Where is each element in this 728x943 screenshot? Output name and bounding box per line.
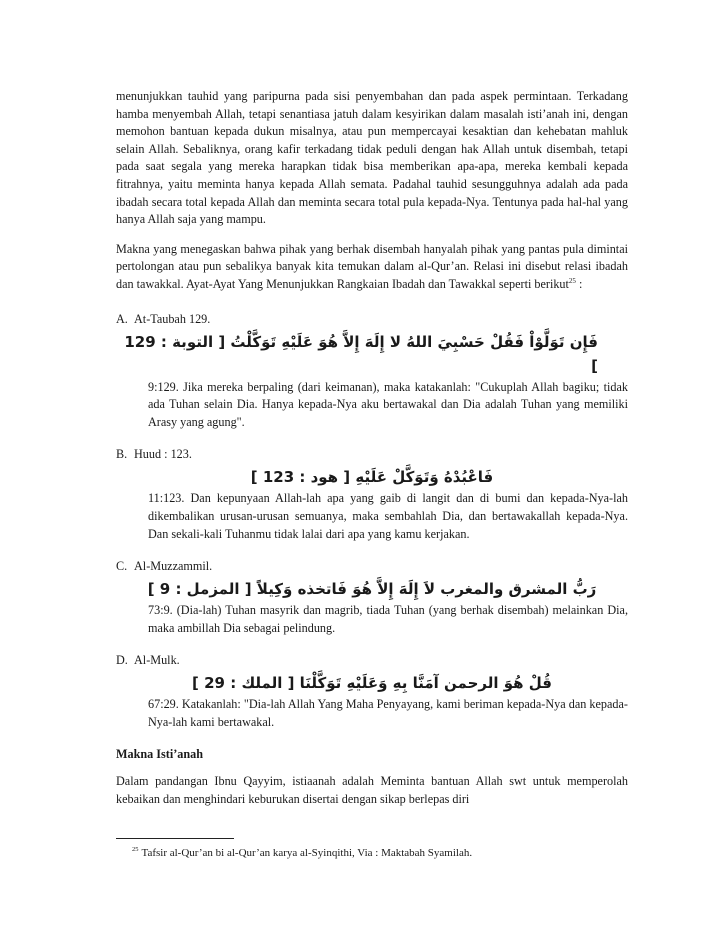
- verse-title-text: At-Taubah 129.: [134, 311, 211, 326]
- verse-translation: 11:123. Dan kepunyaan Allah-lah apa yang gaib di langit dan di bumi dan kepada-Nya-lah dikembalikan urusan-urusan semuanya, maka sembahlah Dia, dan bertawakallah kepada-Nya. Dan sekali-kali Tuhanmu tidak lalai dari apa yang kamu kerjakan.: [148, 491, 628, 541]
- footnote-divider: [116, 838, 234, 839]
- verse-title: [116, 557, 628, 575]
- verse-item-d: [116, 651, 628, 731]
- paragraph-2-tail: :: [575, 276, 583, 291]
- footnote-number: 25: [132, 846, 139, 854]
- paragraph-1: menunjukkan tauhid yang paripurna pada sisi penyembahan dan pada aspek permintaan. Terkadang hamba menyembah Allah, tetapi senantiasa jatuh dalam kesyirikan dalam masalah isti’anah ini, dengan memohon bantuan kepada dukun misalnya, atau pun mempercayai kesaktian dan kehebatan mahluk selain Allah. Sebaliknya, orang kafir terkadang tidak peduli dengan hak Allah untuk disembah, tetapi pada saat segala yang mereka harapkan tidak bisa memberikan apa-apa, mereka kembali kepada fitrahnya, yaitu meminta hanya kepada Allah semata. Padahal tauhid sesungguhnya adalah ada pada ibadah secara total kepada Allah dan meminta secara total pula kepada-Nya. Tentunya pada hal-hal yang hanya Allah saja yang mampu.: [116, 89, 628, 227]
- paragraph-2-text: Makna yang menegaskan bahwa pihak yang berhak disembah hanyalah pihak yang pantas pula dimintai pertolongan atau pun sebalikya banyak kita temukan dalam al-Qur’an. Relasi ini disebut relasi ibadah dan tawakkal. Ayat-Ayat Yang Menunjukkan Rangkaian Ibadah dan Tawakkal seperti berikut: [116, 241, 628, 291]
- list-letter: A.: [116, 311, 128, 326]
- verse-translation: 67:29. Katakanlah: "Dia-lah Allah Yang Maha Penyayang, kami beriman kepada-Nya dan kepada-Nya-lah kami bertawakal.: [148, 697, 628, 729]
- verse-title-text: Huud : 123.: [134, 447, 192, 462]
- verse-title-text: Al-Mulk.: [134, 653, 180, 668]
- document-page: [116, 88, 628, 809]
- paragraph-2: [116, 241, 628, 294]
- arabic-verse: فَإِن تَوَلَّوْاْ فَقُلْ حَسْبِيَ اللهُ لا إِلَهَ إِلاَّ هُوَ عَلَيْهِ تَوَكَّلْتُ [ التوبة : 129 ]: [124, 332, 598, 375]
- list-letter: C.: [116, 559, 128, 574]
- paragraph-3: Dalam pandangan Ibnu Qayyim, istiaanah adalah Meminta bantuan Allah swt untuk memperolah kebaikan dan menghindari keburukan disertai dengan sikap berlepas diri: [116, 774, 628, 807]
- verse-item-b: [116, 445, 628, 543]
- verse-title-text: Al-Muzzammil.: [134, 559, 213, 574]
- list-letter: B.: [116, 447, 128, 462]
- verse-translation: 73:9. (Dia-lah) Tuhan masyrik dan magrib, tiada Tuhan (yang berhak disembah) melainkan Dia, maka ambillah Dia sebagai pelindung.: [148, 603, 628, 635]
- arabic-verse: قُلْ هُوَ الرحمن آمَنَّا بِهِ وَعَلَيْهِ تَوَكَّلْنَا [ الملك : 29 ]: [192, 674, 552, 693]
- list-letter: D.: [116, 653, 128, 668]
- verse-translation: 9:129. Jika mereka berpaling (dari keimanan), maka katakanlah: "Cukuplah Allah bagiku; tidak ada Tuhan selain Dia. Hanya kepada-Nya aku bertawakal dan Dia adalah Tuhan yang memiliki Arasy yang agung".: [148, 379, 628, 429]
- verse-title: [116, 651, 628, 669]
- footnote-text: Tafsir al-Qur’an bi al-Qur’an karya al-Syinqithi, Via : Maktabah Syamilah.: [141, 847, 473, 859]
- verse-item-c: [116, 557, 628, 637]
- footnote: [132, 846, 632, 860]
- verse-title: [116, 445, 628, 463]
- arabic-verse: رَبُّ المشرق والمغرب لاَ إِلَهَ إِلاَّ هُوَ فَاتخذه وَكِيلاً [ المزمل : 9 ]: [147, 580, 597, 599]
- footnote-ref[interactable]: 25: [568, 276, 576, 285]
- verse-title: [116, 310, 628, 328]
- verse-list: [116, 310, 628, 732]
- arabic-verse: فَاعْبُدْهُ وَتَوَكَّلْ عَلَيْهِ [ هود : 123 ]: [250, 468, 494, 487]
- verse-item-a: [116, 310, 628, 432]
- section-heading: Makna Isti’anah: [116, 747, 204, 762]
